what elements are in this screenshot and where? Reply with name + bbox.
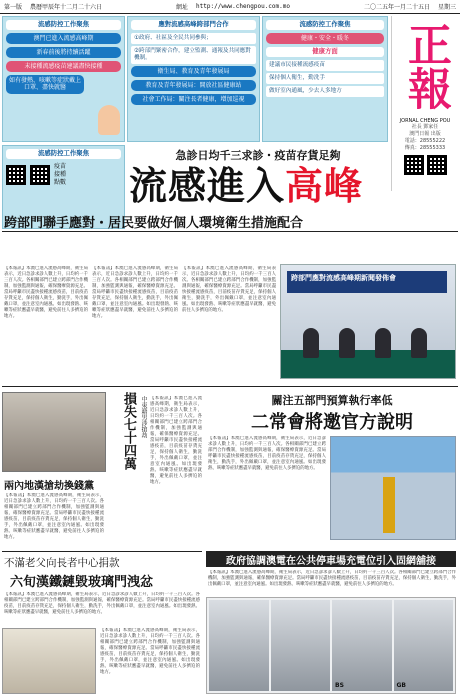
- charger-label-3: BS: [335, 682, 344, 689]
- masthead-line-4: 傳真：28555333: [404, 145, 446, 151]
- divider: [2, 386, 458, 387]
- budget-kicker: 關注五部門預算執行率低: [271, 394, 393, 407]
- masthead-line-1: 社長 鄧家任: [411, 124, 439, 130]
- budget-headline: 二常會將邀官方說明: [251, 412, 413, 433]
- panel1-item-1: 澳門已進入流感高峰期: [6, 33, 121, 44]
- qr-code-icon[interactable]: [6, 165, 26, 185]
- crime-photo: [2, 392, 106, 472]
- lead-headline: [96, 162, 396, 210]
- crime-body: 【本報訊】本澳已進入流感高峰期，衛生局表示，近日急診求診人數上升，日均約一千三百人次。各相關部門已建立跨部門合作機制，加強監測與通報，確保醫療資源充足。當局呼籲市民盡快接種流感疫苗，目前疫苗存貨充足，保持個人衛生，勤洗手，外出佩戴口罩，並注意室內通風。如出現發熱、咳嗽等症狀應盡早就醫，避免前往人多擠迫的地方。: [4, 493, 104, 540]
- masthead: [391, 16, 458, 191]
- panel2-header: 應對流感高峰跨部門合作: [131, 20, 256, 30]
- panel3-box-title: 健康方面: [266, 47, 384, 57]
- panel2-row-3: 社會工作局：關注長者健康，增加巡視: [131, 94, 256, 105]
- panel1b-line-2: 接種: [54, 170, 67, 178]
- panel1b-line-1: 疫苗: [54, 162, 67, 170]
- charger-label-4: GB: [396, 682, 406, 689]
- charger-photo-2: [271, 600, 331, 691]
- building-photo: [330, 436, 456, 540]
- infographic-panel-1: [2, 16, 125, 142]
- person: [303, 328, 319, 358]
- divider: [2, 551, 202, 552]
- panel3-row-1: 建議市民接種流感疫苗: [266, 60, 384, 71]
- panel2-pill-1: ①政府、社區及全民共同參與；: [131, 33, 256, 44]
- lead-kicker: 急診日均千三求診・疫苗存貨足夠: [175, 149, 341, 162]
- lead-body-col-1: 【本報訊】本澳已進入流感高峰期，衛生局表示，近日急診求診人數上升，日均約一千三百人次。各相關部門已建立跨部門合作機制，加強監測與通報，確保醫療資源充足。當局呼籲市民盡快接種流感疫苗，目前疫苗存貨充足，保持個人衛生，勤洗手，外出佩戴口罩，並注意室內通風。如出現發熱、咳嗽等症狀應盡早就醫，避免前往人多擠迫的地方。: [4, 266, 88, 319]
- elder-headline: 六旬漢鐵鏈毀玻璃門洩忿: [10, 575, 154, 590]
- elder-kicker: 不滿老父向長者中心捐款: [4, 557, 120, 569]
- masthead-line-2: 澳門日報 出版: [409, 131, 441, 137]
- crime-headline: 兩內地漢搶劫換錢黨: [4, 481, 94, 492]
- website-link[interactable]: http://www.chengpou.com.mo: [196, 3, 290, 10]
- panel1b-header: 流感防控工作聚焦: [6, 149, 121, 159]
- charger-photo-4: [394, 600, 454, 691]
- charging-body: 【本報訊】本澳已進入流感高峰期，衛生局表示，近日急診求診人數上升，日均約一千三百人次。各相關部門已建立跨部門合作機制，加強監測與通報，確保醫療資源充足。當局呼籲市民盡快接種流感疫苗，目前疫苗存貨充足，保持個人衛生，勤洗手，外出佩戴口罩，並注意室內通風。如出現發熱、咳嗽等症狀應盡早就醫，避免前往人多擠迫的地方。: [208, 570, 456, 587]
- panel1-item-3: 未接種流感疫苗建議盡快接種: [6, 61, 121, 72]
- lead-body-col-2: 【本報訊】本澳已進入流感高峰期，衛生局表示，近日急診求診人數上升，日均約一千三百人次。各相關部門已建立跨部門合作機制，加強監測與通報，確保醫療資源充足。當局呼籲市民盡快接種流感疫苗，目前疫苗存貨充足，保持個人衛生，勤洗手，外出佩戴口罩，並注意室內通風。如出現發熱、咳嗽等症狀應盡早就醫，避免前往人多擠迫的地方。: [92, 266, 178, 319]
- charger-photo-1: [209, 600, 269, 691]
- newspaper-logo: 正報: [400, 22, 451, 110]
- divider: [2, 231, 458, 232]
- crime-vertical-headline: 損失七十四萬: [121, 392, 136, 470]
- press-conference-photo: [280, 264, 456, 379]
- qr-code-icon[interactable]: [30, 165, 50, 185]
- crime-body-2: 【本報訊】本澳已進入流感高峰期，衛生局表示，近日急診求診人數上升，日均約一千三百人次。各相關部門已建立跨部門合作機制，加強監測與通報，確保醫療資源充足。當局呼籲市民盡快接種流感疫苗，目前疫苗存貨充足，保持個人衛生，勤洗手，外出佩戴口罩，並注意室內通風。如出現發熱、咳嗽等症狀應盡早就醫，避免前往人多擠迫的地方。: [150, 396, 202, 485]
- panel3-row-3: 做好室內通風，少去人多地方: [266, 86, 384, 97]
- qr-code-icon[interactable]: [427, 155, 447, 175]
- crime-kicker: 中東籍男涉搶劫: [140, 396, 147, 438]
- panel2-pill-2: ②跨部門緊密合作，建立監測、通報及共同應對機制。: [131, 46, 256, 64]
- panel1-item-2: 新春前後將持續活躍: [6, 47, 121, 58]
- issue-date: 二〇二五年一月二十五日: [363, 4, 430, 11]
- panel3-tagline: 健康・安全・暖冬: [266, 33, 384, 44]
- infographic-panel-3: [262, 16, 388, 142]
- infographic-panel-2: [127, 16, 260, 142]
- lead-subhead: 跨部門聯手應對・居民要做好個人環境衛生措施配合: [4, 216, 304, 231]
- masthead-line-3: 電話：28555222: [404, 138, 446, 144]
- panel3-header: 流感防控工作聚焦: [266, 20, 384, 30]
- page-number: 第一版: [4, 4, 23, 11]
- press-banner: 跨部門應對流感高峰期新聞發佈會: [287, 271, 447, 293]
- charging-headline-bar: 政府協調澳電在公共停車場充電位引入固網舖接: [206, 551, 456, 567]
- masthead-english-name: JORNAL CHENG POU: [399, 118, 451, 124]
- website-label: 網址: [176, 4, 189, 11]
- elder-body-2: 【本報訊】本澳已進入流感高峰期，衛生局表示，近日急診求診人數上升，日均約一千三百人次。各相關部門已建立跨部門合作機制，加強監測與通報，確保醫療資源充足。當局呼籲市民盡快接種流感疫苗，目前疫苗存貨充足，保持個人衛生，勤洗手，外出佩戴口罩，並注意室內通風。如出現發熱、咳嗽等症狀應盡早就醫，避免前往人多擠迫的地方。: [100, 628, 200, 675]
- person: [375, 328, 391, 358]
- headline-red: 高峰: [285, 163, 364, 208]
- nurse-illustration-icon: [98, 105, 120, 135]
- person: [339, 328, 355, 358]
- weekday: 星期三: [437, 4, 456, 11]
- panel2-row-2: 教育及青年發展局：開放社區健康站: [131, 80, 256, 91]
- lunar-date: 農曆甲辰年十二月二十六日: [30, 4, 103, 11]
- charger-photo-3: [332, 600, 392, 691]
- budget-body: 【本報訊】本澳已進入流感高峰期，衛生局表示，近日急診求診人數上升，日均約一千三百人次。各相關部門已建立跨部門合作機制，加強監測與通報，確保醫療資源充足。當局呼籲市民盡快接種流感疫苗，目前疫苗存貨充足，保持個人衛生，勤洗手，外出佩戴口罩，並注意室內通風。如出現發熱、咳嗽等症狀應盡早就醫，避免前往人多擠迫的地方。: [208, 436, 326, 471]
- lead-body-col-3: 【本報訊】本澳已進入流感高峰期，衛生局表示，近日急診求診人數上升，日均約一千三百人次。各相關部門已建立跨部門合作機制，加強監測與通報，確保醫療資源充足。當局呼籲市民盡快接種流感疫苗，目前疫苗存貨充足，保持個人衛生，勤洗手，外出佩戴口罩，並注意室內通風。如出現發熱、咳嗽等症狀應盡早就醫，避免前往人多擠迫的地方。: [182, 266, 276, 313]
- qr-code-icon[interactable]: [404, 155, 424, 175]
- top-strip: [0, 0, 460, 14]
- elder-photo: [2, 628, 96, 694]
- panel2-row-1: 衛生局、教育及青年發展局: [131, 66, 256, 77]
- panel1-header: 流感防控工作聚焦: [6, 20, 121, 30]
- panel1b-line-3: 點數: [54, 178, 67, 186]
- panel3-row-2: 保持個人衛生，勤洗手: [266, 73, 384, 84]
- headline-black: 流感進入: [128, 163, 285, 208]
- charging-photos: [206, 597, 456, 694]
- panel1-item-4: 如有發熱、咳嗽等症狀戴上口罩、盡快就醫: [6, 75, 84, 93]
- elder-body: 【本報訊】本澳已進入流感高峰期，衛生局表示，近日急診求診人數上升，日均約一千三百人次。各相關部門已建立跨部門合作機制，加強監測與通報，確保醫療資源充足。當局呼籲市民盡快接種流感疫苗，目前疫苗存貨充足，保持個人衛生，勤洗手，外出佩戴口罩，並注意室內通風。如出現發熱、咳嗽等症狀應盡早就醫，避免前往人多擠迫的地方。: [4, 592, 200, 615]
- person: [411, 328, 427, 358]
- tower-shape: [383, 477, 395, 533]
